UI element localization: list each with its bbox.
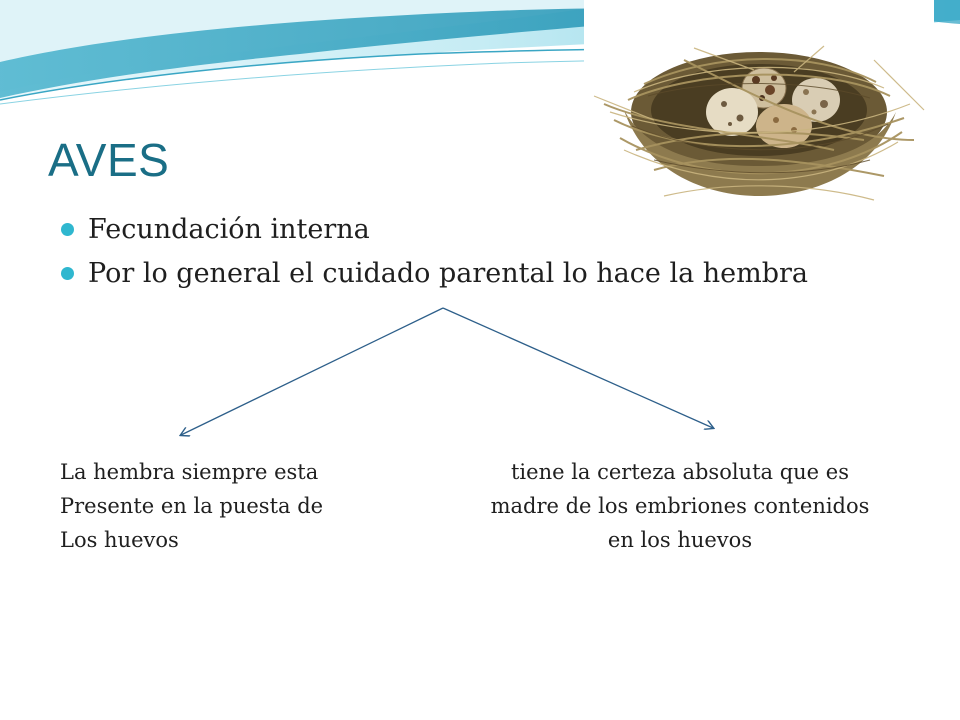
bullet-text: Fecundación interna [88,214,370,245]
right-line: madre de los embriones contenidos [490,494,870,518]
arrow-left [181,308,443,435]
bullet-list [60,208,920,296]
bullet-item [60,252,920,296]
bullet-dot-icon [61,267,74,280]
bullet-dot-icon [61,223,74,236]
right-line: en los huevos [607,528,753,552]
left-line: Presente en la puesta de [60,494,324,518]
bird-nest-image [584,0,934,232]
right-branch-text [450,455,910,557]
bullet-item [60,208,920,252]
right-line: tiene la certeza absoluta que es [510,460,849,484]
arrow-right [443,308,713,428]
left-line: Los huevos [60,528,179,552]
slide-title: AVES [48,134,170,186]
bullet-text: Por lo general el cuidado parental lo hace la hembra [88,258,809,289]
left-branch-text [60,455,420,557]
left-line: La hembra siempre esta [60,460,319,484]
